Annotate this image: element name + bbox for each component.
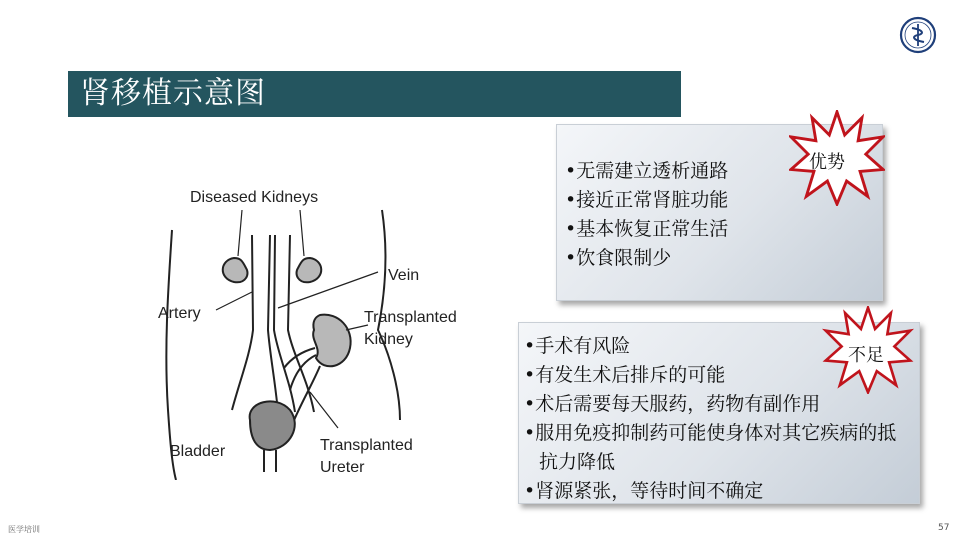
label-transplanted-kidney-line1: Transplanted xyxy=(364,309,457,326)
label-diseased-kidneys: Diseased Kidneys xyxy=(190,189,319,206)
label-transplanted-ureter-line1: Transplanted xyxy=(320,437,413,454)
advantages-badge: 优势 xyxy=(809,152,845,173)
list-item: •饮食限制少 xyxy=(565,247,672,269)
label-artery: Artery xyxy=(158,305,201,322)
footer-text: 医学培训 xyxy=(8,525,40,534)
kidney-transplant-diagram xyxy=(150,180,490,480)
list-item: •术后需要每天服药，药物有副作用 xyxy=(524,393,821,415)
list-item: •无需建立透析通路 xyxy=(565,160,729,182)
diseased-kidney-left xyxy=(223,258,248,282)
diseased-kidney-right xyxy=(297,258,322,282)
list-item: •肾源紧张，等待时间不确定 xyxy=(524,480,764,502)
label-transplanted-kidney-line2: Kidney xyxy=(364,331,413,348)
label-bladder: Bladder xyxy=(170,443,226,460)
disadvantages-badge: 不足 xyxy=(848,345,884,366)
label-vein: Vein xyxy=(388,267,420,284)
list-item: •基本恢复正常生活 xyxy=(565,218,729,240)
list-item: •服用免疫抑制药可能使身体对其它疾病的抵抗力降低 xyxy=(524,422,897,473)
advantages-list xyxy=(565,157,728,273)
bladder xyxy=(250,401,295,450)
transplanted-kidney xyxy=(313,315,350,367)
page-title: 肾移植示意图 xyxy=(80,76,266,111)
list-item: •接近正常肾脏功能 xyxy=(565,189,729,211)
list-item: •有发生术后排斥的可能 xyxy=(524,364,726,386)
page-number: 57 xyxy=(938,523,950,533)
list-item: •手术有风险 xyxy=(524,335,631,357)
medical-emblem-icon xyxy=(898,15,938,55)
label-transplanted-ureter-line2: Ureter xyxy=(320,459,365,476)
